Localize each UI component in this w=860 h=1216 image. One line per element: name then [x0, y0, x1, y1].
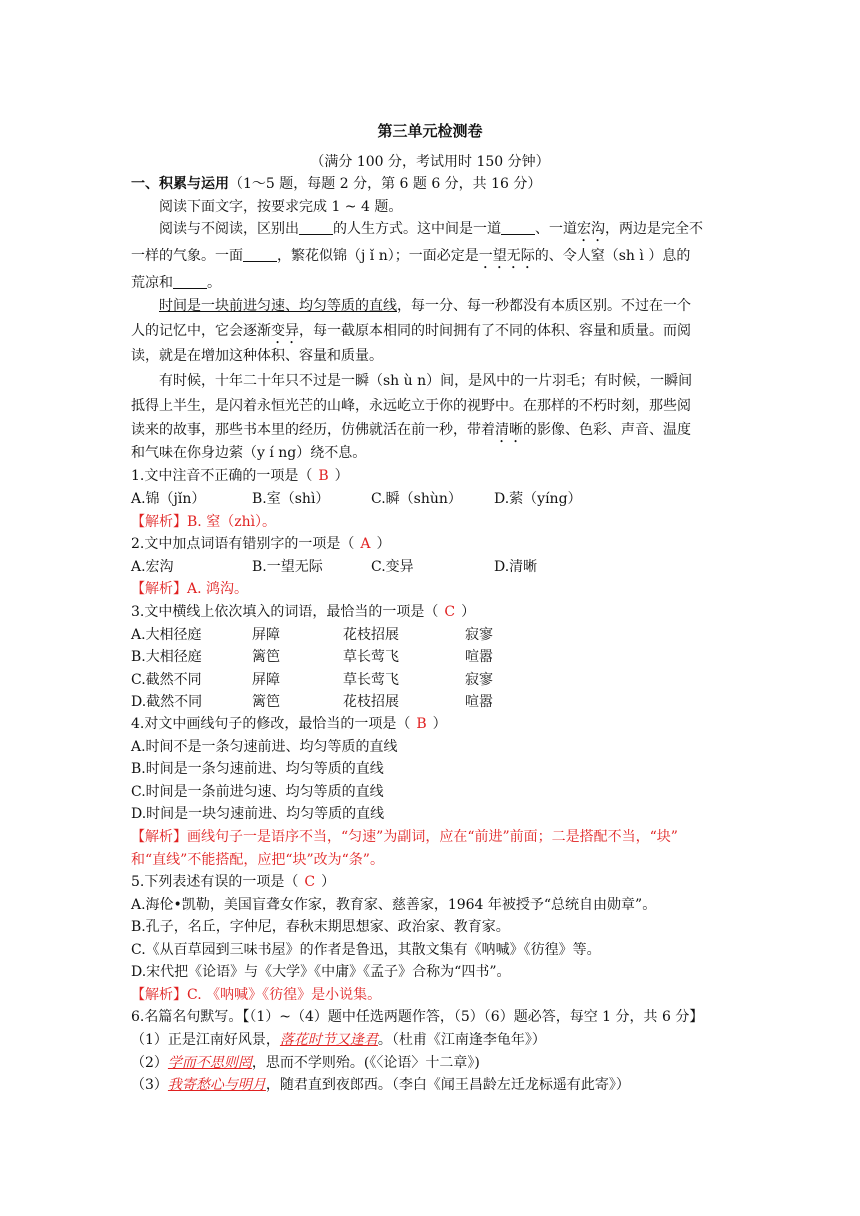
option: B.时间是一条匀速前进、均匀等质的直线 [131, 761, 384, 777]
recitation-item [131, 1030, 546, 1050]
option-cell: A.大相径庭 [131, 627, 202, 643]
answer-letter: A [360, 536, 371, 552]
fill-blank [243, 247, 277, 262]
dotted-word: 一望无际 [478, 248, 535, 264]
option-cell: C.截然不同 [131, 672, 202, 688]
passage-line: 读，就是在增加这种体积、容量和质量。 [131, 348, 383, 364]
recitation-item [131, 1075, 630, 1095]
question-text: 1.文中注音不正确的一项是（ [131, 468, 313, 484]
passage-text: 读来的故事，那些书本里的经历，仿佛就活在前一秒，带着 [131, 422, 495, 438]
question-5-stem [131, 872, 335, 892]
section-title: 一、积累与运用 [131, 176, 229, 192]
filled-answer: 我寄愁心与明月 [167, 1077, 266, 1093]
option: A.锦（jǐn） [131, 491, 206, 507]
filled-answer: 学而不思则罔 [167, 1055, 252, 1071]
passage-text: 的、令人窒（sh ì ）息的 [534, 248, 691, 264]
passage-line: 和气味在你身边萦（y í ng）绕不息。 [131, 445, 367, 461]
option-cell: 喧嚣 [465, 649, 493, 665]
passage-line [159, 219, 703, 245]
question-text: ） [461, 604, 476, 620]
fill-blank [173, 274, 207, 289]
option: D.宋代把《论语》与《大学》《中庸》《孟子》合称为“四书”。 [131, 964, 511, 980]
analysis-text: 【解析】B. 窒（zhì）。 [131, 514, 277, 530]
fill-blank [501, 220, 535, 235]
dotted-word: 宏沟 [577, 221, 605, 237]
question-text: ） [376, 536, 391, 552]
page-title: 第三单元检测卷 [377, 122, 483, 140]
option: D.萦（yíng） [494, 491, 582, 507]
option: C.时间是一条前进匀速、均匀等质的直线 [131, 784, 384, 800]
answer-letter: B [416, 716, 427, 732]
passage-line: 抵得上半生，是闪着永恒光芒的山峰，永远屹立于你的视野中。在那样的不朽时刻，那些阅 [131, 398, 691, 414]
question-text: （1）正是江南好风景， [131, 1032, 280, 1048]
reading-instruction: 阅读下面文字，按要求完成 1 ~ 4 题。 [159, 199, 403, 215]
passage-text: 荒凉和 [131, 275, 173, 291]
question-text: 3.文中横线上依次填入的词语，最恰当的一项是（ [131, 604, 439, 620]
option-cell: 屏障 [252, 627, 280, 643]
option: A.宏沟 [131, 559, 174, 575]
dotted-word: 变异 [271, 323, 299, 339]
passage-text: 的影像、色彩、声音、温度 [523, 422, 691, 438]
option-cell: B.大相径庭 [131, 649, 202, 665]
question-text: ） [321, 874, 336, 890]
option-cell: 喧嚣 [465, 694, 493, 710]
question-6-stem: 6.名篇名句默写。【（1）~（4）题中任选两题作答，（5）（6）题必答，每空 1 分，共 6 分】 [131, 1009, 704, 1025]
question-text: ，随君直到夜郎西。（李白《闻王昌龄左迁龙标遥有此寄》） [265, 1077, 630, 1093]
question-text: （3） [131, 1077, 168, 1093]
option-cell: 屏障 [252, 672, 280, 688]
passage-text: ，两边是完全不 [605, 221, 703, 237]
passage-text: 一样的气象。一面 [131, 248, 243, 264]
question-text: ） [432, 716, 447, 732]
question-1-stem [131, 466, 349, 486]
passage-line [131, 273, 221, 293]
question-2-stem [131, 534, 390, 554]
passage-line: 有时候，十年二十年只不过是一瞬（sh ù n）间，是风中的一片羽毛；有时候，一瞬间 [159, 373, 693, 389]
option-cell: 寂寥 [465, 672, 493, 688]
option-cell: 草长莺飞 [343, 649, 399, 665]
passage-text: ，繁花似锦（j ǐ n）；一面必定是 [277, 248, 479, 264]
passage-text: 、一道 [535, 221, 577, 237]
filled-answer: 落花时节又逢君 [279, 1032, 378, 1048]
option-cell: 草长莺飞 [343, 672, 399, 688]
passage-line [131, 246, 690, 272]
answer-letter: B [318, 468, 329, 484]
analysis-text: 【解析】C. 《呐喊》《彷徨》是小说集。 [131, 987, 382, 1003]
option-cell: 花枝招展 [343, 627, 399, 643]
question-text: ） [334, 468, 349, 484]
passage-line [159, 296, 691, 316]
passage-text: 人的记忆中，它会逐渐 [131, 323, 271, 339]
option-cell: 花枝招展 [343, 694, 399, 710]
option: A.时间不是一条匀速前进、均匀等质的直线 [131, 739, 398, 755]
question-text: （2） [131, 1055, 168, 1071]
option: C.变异 [371, 559, 414, 575]
page-subtitle: （满分 100 分，考试用时 150 分钟） [310, 154, 550, 170]
option: D.清晰 [494, 559, 538, 575]
option: B.一望无际 [252, 559, 323, 575]
question-3-stem [131, 602, 475, 622]
option: D.时间是一块匀速前进、均匀等质的直线 [131, 806, 385, 822]
option: A.海伦•凯勒，美国盲聋女作家，教育家、慈善家，1964 年被授予“总统自由勋章”。 [131, 897, 657, 913]
recitation-item [131, 1053, 480, 1073]
option-cell: 篱笆 [252, 694, 280, 710]
question-text: ，思而不学则殆。(《〈论语〉十二章》) [251, 1055, 480, 1071]
analysis-text: 和“直线”不能搭配，应把“块”改为“条”。 [131, 852, 384, 868]
option: B.孔子，名丘，字仲尼，春秋末期思想家、政治家、教育家。 [131, 919, 510, 935]
question-4-stem [131, 714, 447, 734]
underlined-sentence: 时间是一块前进匀速、均匀等质的直线 [159, 298, 397, 314]
question-text: 5.下列表述有误的一项是（ [131, 874, 299, 890]
option-cell: 寂寥 [465, 627, 493, 643]
analysis-text: 【解析】A. 鸿沟。 [131, 581, 249, 597]
option: B.室（shì） [252, 491, 330, 507]
option: C.瞬（shùn） [371, 491, 462, 507]
section-heading [131, 174, 541, 194]
passage-text: ，每一分、每一秒都没有本质区别。不过在一个 [397, 298, 691, 314]
passage-text: 。 [207, 275, 221, 291]
fill-blank [299, 220, 333, 235]
analysis-text: 【解析】画线句子一是语序不当，“匀速”为副词，应在“前进”前面；二是搭配不当，“块” [131, 829, 678, 845]
option-cell: 篱笆 [252, 649, 280, 665]
section-note: （1～5 题，每题 2 分，第 6 题 6 分，共 16 分） [229, 176, 542, 192]
passage-text: 阅读与不阅读，区别出 [159, 221, 299, 237]
answer-letter: C [444, 604, 456, 620]
dotted-word: 清晰 [495, 422, 523, 438]
passage-text: ，每一截原本相同的时间拥有了不同的体积、容量和质量。而阅 [299, 323, 691, 339]
question-text: 4.对文中画线句子的修改，最恰当的一项是（ [131, 716, 411, 732]
question-text: 。（杜甫《江南逢李龟年》） [377, 1032, 546, 1048]
option-cell: D.截然不同 [131, 694, 203, 710]
answer-letter: C [304, 874, 316, 890]
passage-text: 的人生方式。这中间是一道 [333, 221, 501, 237]
option: C.《从百草园到三味书屋》的作者是鲁迅，其散文集有《呐喊》《彷徨》等。 [131, 942, 601, 958]
passage-line [131, 321, 691, 347]
question-text: 2.文中加点词语有错别字的一项是（ [131, 536, 355, 552]
